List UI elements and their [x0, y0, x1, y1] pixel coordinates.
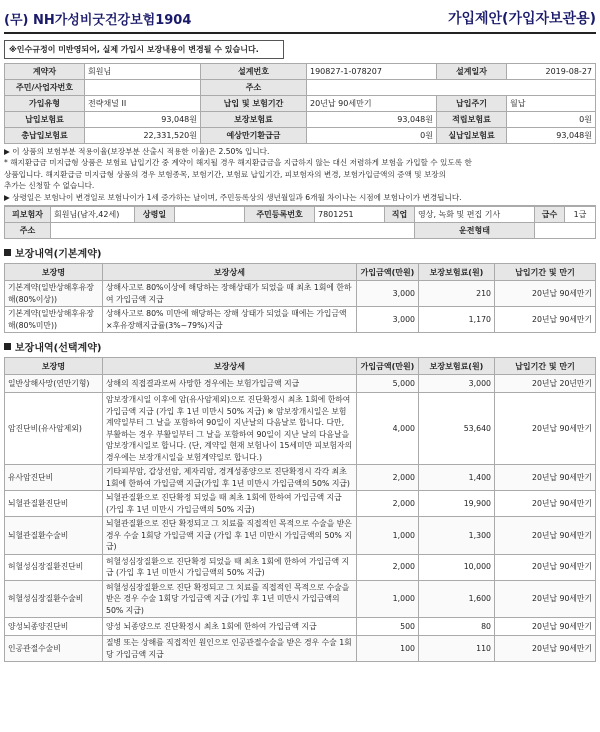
design-no-value: 190827-1-078207	[307, 64, 437, 80]
optional-coverage-table	[4, 357, 596, 662]
grade-label: 급수	[535, 207, 565, 223]
table-row	[5, 491, 596, 517]
coverage-premium: 10,000	[419, 554, 495, 580]
table-row	[5, 307, 596, 333]
coverage-period: 20년납 90세만기	[495, 618, 596, 636]
proposal-page	[4, 0, 596, 662]
premium-value: 93,048원	[85, 112, 201, 128]
coverage-detail: 질병 또는 상해를 직접적인 원인으로 인공관절수술을 받은 경우 수술 1회당 가입금액 지급	[103, 636, 357, 662]
coverage-period: 20년납 90세만기	[495, 580, 596, 618]
coverage-name: 허혈성심장질환수술비	[5, 580, 103, 618]
col-header: 보장보험료(원)	[419, 264, 495, 281]
expected-refund-label: 예상만기환급금	[201, 128, 307, 144]
coverage-amount: 2,000	[357, 465, 419, 491]
coverage-premium: 1,170	[419, 307, 495, 333]
grade-value: 1급	[565, 207, 596, 223]
job-label: 직업	[385, 207, 415, 223]
coverage-name: 뇌혈관질환수술비	[5, 517, 103, 555]
col-header: 보장보험료(원)	[419, 358, 495, 375]
coverage-detail: 상해사고로 80%이상에 해당하는 장해상태가 되었을 때 최초 1회에 한하여 가입금액 지급	[103, 281, 357, 307]
coverage-period: 20년납 90세만기	[495, 554, 596, 580]
coverage-amount: 1,000	[357, 517, 419, 555]
period-label: 납입 및 보험기간	[201, 96, 307, 112]
col-header: 보장명	[5, 264, 103, 281]
basic-coverage-table	[4, 263, 596, 333]
table-row	[5, 517, 596, 555]
total-premium-value: 22,331,520원	[85, 128, 201, 144]
coverage-name: 기본계약(일반상해후유장해(80%이상))	[5, 281, 103, 307]
table-row	[5, 618, 596, 636]
reg-no-value: 7801251	[315, 207, 385, 223]
coverage-premium: 3,000	[419, 375, 495, 393]
address-value	[307, 80, 596, 96]
optional-section-title	[4, 339, 596, 354]
coverage-name: 뇌혈관질환진단비	[5, 491, 103, 517]
basic-section-title	[4, 245, 596, 260]
coverage-name: 일반상해사망(연만기형)	[5, 375, 103, 393]
product-title: (무) NH가성비굿건강보험1904	[4, 13, 192, 28]
coverage-amount: 2,000	[357, 491, 419, 517]
coverage-name: 암진단비(유사암제외)	[5, 393, 103, 465]
col-header: 가입금액(만원)	[357, 264, 419, 281]
document-title: 가입제안(가입자보관용)	[447, 11, 596, 27]
total-premium-label: 총납입보험료	[5, 128, 85, 144]
coverage-premium: 53,640	[419, 393, 495, 465]
note-line: 상품입니다. 해지환급금 미지급형 상품의 경우 보험종목, 보험기간, 보험료 납입기간, 피보험자의 변경, 보험가입금액의 증액 및 보장의	[4, 169, 446, 179]
driving-label: 운전형태	[415, 223, 535, 239]
coverage-amount: 2,000	[357, 554, 419, 580]
coverage-amount: 5,000	[357, 375, 419, 393]
coverage-premium: 210	[419, 281, 495, 307]
coverage-amount: 4,000	[357, 393, 419, 465]
insured-label: 피보험자	[5, 207, 51, 223]
coverage-amount: 3,000	[357, 307, 419, 333]
coverage-name: 양성뇌종양진단비	[5, 618, 103, 636]
col-header: 가입금액(만원)	[357, 358, 419, 375]
col-header: 보장상세	[103, 358, 357, 375]
optional-section-label: 보장내역(선택계약)	[15, 343, 102, 355]
coverage-premium-value: 93,048원	[307, 112, 437, 128]
coverage-premium: 1,400	[419, 465, 495, 491]
table-row	[5, 281, 596, 307]
table-row	[5, 393, 596, 465]
coverage-name: 유사암진단비	[5, 465, 103, 491]
coverage-name: 기본계약(일반상해후유장해(80%미만))	[5, 307, 103, 333]
insured-value: 회원님(남자,42세)	[51, 207, 135, 223]
contract-info-table	[4, 63, 596, 144]
note-line: ▶ 이 상품의 보험부분 적용이율(보장부분 산출시 적용한 이율)은 2.50% 입니다.	[4, 147, 270, 156]
birthday-value	[175, 207, 245, 223]
coverage-detail: 상해사고로 80% 미만에 해당하는 장해 상태가 되었을 때에는 가입금액×후유장해지급률(3%~79%)지급	[103, 307, 357, 333]
actual-premium-value: 93,048원	[507, 128, 596, 144]
coverage-period: 20년납 90세만기	[495, 307, 596, 333]
notes-block	[4, 144, 596, 206]
coverage-name: 인공관절수술비	[5, 636, 103, 662]
notice-box: ※인수규정이 미반영되어, 실제 가입시 보장내용이 변경될 수 있습니다.	[4, 40, 284, 59]
coverage-detail: 뇌혈관질환으로 진단 확정되고 그 치료를 직접적인 목적으로 수술을 받은 경우 수술 1회당 가입금액 지급 (가입 후 1년 미만시 가입금액의 50% 지급)	[103, 517, 357, 555]
insured-address-label: 주소	[5, 223, 51, 239]
coverage-detail: 양성 뇌종양으로 진단확정시 최초 1회에 한하여 가입금액 지급	[103, 618, 357, 636]
coverage-period: 20년납 90세만기	[495, 491, 596, 517]
plan-type-label: 가입유형	[5, 96, 85, 112]
design-date-value: 2019-08-27	[507, 64, 596, 80]
note-line: * 해지환급금 미지급형 상품은 보험료 납입기간 중 계약이 해지될 경우 해지환급금을 지급하지 않는 대신 저렴하게 보험을 가입할 수 있도록 한	[4, 158, 472, 168]
coverage-name: 허혈성심장질환진단비	[5, 554, 103, 580]
coverage-detail: 뇌혈관질환으로 진단확정 되었을 때 최초 1회에 한하여 가입금액 지급 (가입 후 1년 미만시 가입금액의 50% 지급)	[103, 491, 357, 517]
page-header	[4, 0, 596, 28]
section-bullet-icon	[4, 343, 11, 350]
coverage-period: 20년납 90세만기	[495, 465, 596, 491]
table-row	[5, 554, 596, 580]
premium-label: 납입보험료	[5, 112, 85, 128]
section-bullet-icon	[4, 249, 11, 256]
coverage-premium: 1,600	[419, 580, 495, 618]
col-header: 납입기간 및 만기	[495, 264, 596, 281]
coverage-amount: 100	[357, 636, 419, 662]
table-row	[5, 375, 596, 393]
contractor-label: 계약자	[5, 64, 85, 80]
birthday-label: 상령일	[135, 207, 175, 223]
col-header: 납입기간 및 만기	[495, 358, 596, 375]
insured-address-value	[51, 223, 415, 239]
note-line: 추가는 신청할 수 없습니다.	[4, 181, 95, 191]
col-header: 보장상세	[103, 264, 357, 281]
coverage-period: 20년납 90세만기	[495, 517, 596, 555]
coverage-amount: 1,000	[357, 580, 419, 618]
header-divider	[4, 32, 596, 34]
coverage-period: 20년납 20년만기	[495, 375, 596, 393]
cycle-value: 월납	[507, 96, 596, 112]
table-row	[5, 465, 596, 491]
period-value: 20년납 90세만기	[307, 96, 437, 112]
ssn-value	[85, 80, 201, 96]
expected-refund-value: 0원	[307, 128, 437, 144]
note-line: ▶ 상령일은 보험나이 변경일로 보험나이가 1세 증가하는 날이며, 주민등록상의 생년월일과 6개월 차이나는 시점에 보험나이가 변경됩니다.	[4, 192, 462, 202]
reg-no-label: 주민등록번호	[245, 207, 315, 223]
coverage-detail: 허혈성심장질환으로 진단확정 되었을 때 최초 1회에 한하여 가입금액 지급 (가입 후 1년 미만시 가입금액의 50% 지급)	[103, 554, 357, 580]
coverage-amount: 500	[357, 618, 419, 636]
plan-type-value: 전략채널 II	[85, 96, 201, 112]
coverage-detail: 허혈성심장질환으로 진단 확정되고 그 치료를 직접적인 목적으로 수술을 받은 경우 수술 1회당 가입금액 지급 (가입 후 1년 미만시 가입금액의 50% 지급)	[103, 580, 357, 618]
insured-info-table	[4, 206, 596, 239]
ssn-label: 주민/사업자번호	[5, 80, 85, 96]
table-row	[5, 580, 596, 618]
coverage-period: 20년납 90세만기	[495, 281, 596, 307]
driving-value	[535, 223, 596, 239]
address-label: 주소	[201, 80, 307, 96]
coverage-premium: 1,300	[419, 517, 495, 555]
coverage-premium-label: 보장보험료	[201, 112, 307, 128]
coverage-period: 20년납 90세만기	[495, 393, 596, 465]
savings-premium-label: 적립보험료	[437, 112, 507, 128]
table-row	[5, 636, 596, 662]
design-date-label: 설계일자	[437, 64, 507, 80]
coverage-detail: 암보장개시일 이후에 암(유사암제외)으로 진단확정시 최초 1회에 한하여 가입금액 지급 (가입 후 1년 미만시 50% 지급) ※ 암보장개시일은 보험계약일부터 그 날을 포함하여 90일이 지난날의 다음날로 합니다. 다만, 부활하는 경우 부활일부터 그 날을 포함하여 90일이 지난 날의 다음날을 암보장개시일로 합니다. (단, 계약일 현재 보험나이 15세미만 피보험자의 경우에는 보장개시일을 보험계약일로 합니다.)	[103, 393, 357, 465]
coverage-premium: 110	[419, 636, 495, 662]
actual-premium-label: 실납입보험료	[437, 128, 507, 144]
coverage-detail: 기타피부암, 갑상선암, 제자리암, 경계성종양으로 진단확정시 각각 최초 1회에 한하여 가입금액 지급(가입 후 1년 미만시 가입금액의 50% 지급)	[103, 465, 357, 491]
coverage-period: 20년납 90세만기	[495, 636, 596, 662]
cycle-label: 납입주기	[437, 96, 507, 112]
col-header: 보장명	[5, 358, 103, 375]
coverage-detail: 상해의 직접결과로써 사망한 경우에는 보험가입금액 지급	[103, 375, 357, 393]
basic-section-label: 보장내역(기본계약)	[15, 249, 102, 261]
savings-premium-value: 0원	[507, 112, 596, 128]
design-no-label: 설계번호	[201, 64, 307, 80]
coverage-amount: 3,000	[357, 281, 419, 307]
contractor-value: 회원님	[85, 64, 201, 80]
coverage-premium: 80	[419, 618, 495, 636]
coverage-premium: 19,900	[419, 491, 495, 517]
job-value: 영상, 녹화 및 편집 기사	[415, 207, 535, 223]
